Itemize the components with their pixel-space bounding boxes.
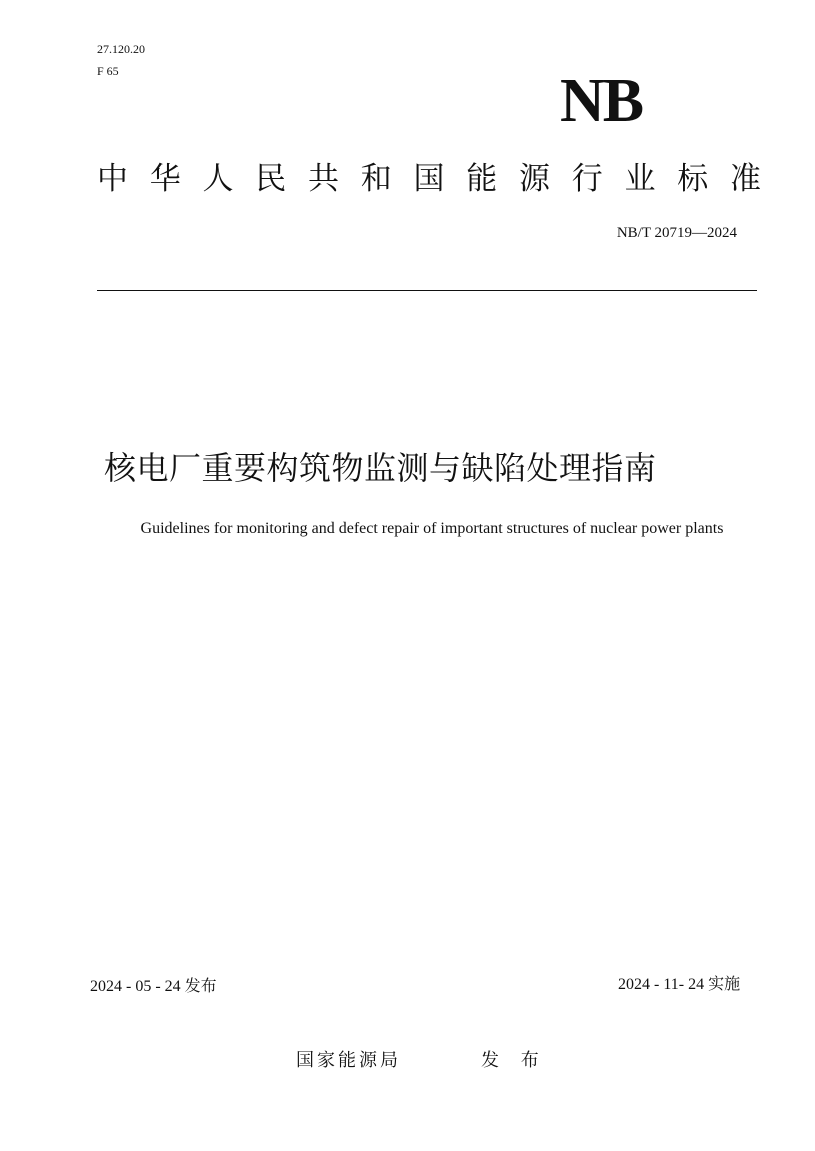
header-divider <box>97 290 757 291</box>
standard-type-char: 能 <box>466 161 498 197</box>
standard-type-char: 标 <box>677 161 709 197</box>
nb-logo: NB <box>560 67 643 135</box>
ccs-code: F 65 <box>97 64 119 78</box>
implement-date: 2024 - 11- 24 <box>618 976 705 993</box>
issue-label: 发 布 <box>481 1050 547 1071</box>
standard-code: NB/T 20719—2024 <box>616 225 737 241</box>
english-title: Guidelines for monitoring and defect repair of important structures of nuclear power plants <box>140 520 724 537</box>
publish-date-line <box>90 975 217 998</box>
standard-type-char: 中 <box>97 161 128 197</box>
standard-type-char: 源 <box>519 161 550 197</box>
ics-code: 27.120.20 <box>97 42 145 56</box>
standard-type-char: 民 <box>255 161 287 197</box>
implement-date-line <box>618 973 740 996</box>
implement-label: 实施 <box>708 974 741 993</box>
standard-type-char: 共 <box>308 161 339 197</box>
standard-type-char: 业 <box>624 161 656 197</box>
standard-type-char: 国 <box>413 161 445 197</box>
issuing-authority: 国家能源局 <box>296 1050 401 1071</box>
standard-type-char: 和 <box>360 161 392 197</box>
standard-type-char: 人 <box>202 161 234 197</box>
publish-date: 2024 - 05 - 24 <box>90 978 181 995</box>
publish-label: 发布 <box>184 976 217 995</box>
standard-type-char: 准 <box>730 161 761 197</box>
standard-type-char: 行 <box>571 161 603 197</box>
chinese-title: 核电厂重要构筑物监测与缺陷处理指南 <box>104 449 657 487</box>
standard-type-heading <box>97 157 761 201</box>
standard-type-char: 华 <box>149 161 181 197</box>
